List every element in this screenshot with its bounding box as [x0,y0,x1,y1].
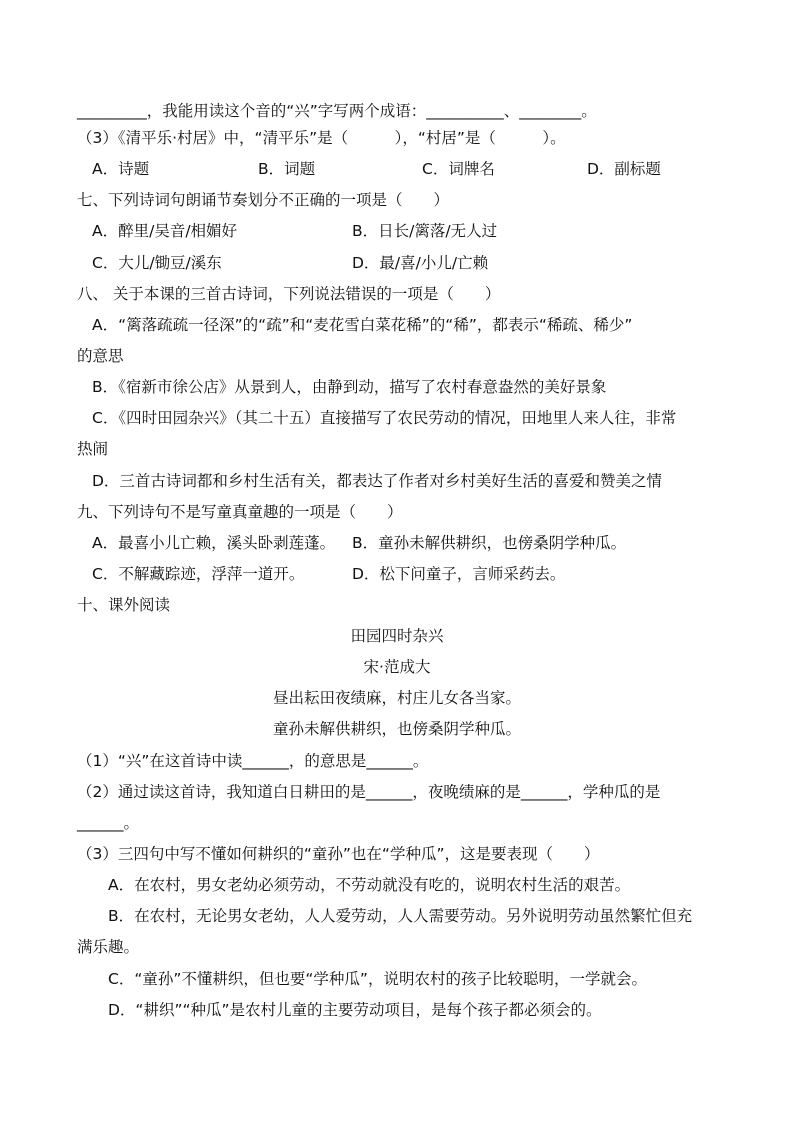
poem-title: 田园四时杂兴 [350,627,444,645]
reading-q2-cont: ______。 [77,814,140,832]
poem-line-1: 昼出耘田夜绩麻，村庄儿女各当家。 [272,689,521,707]
reading-q3-option-a: A．在农村，男女老幼必须劳动，不劳动就没有吃的，说明农村生活的艰苦。 [108,876,631,894]
q7-option-c: C．大儿/锄豆/溪东 [92,254,222,272]
q7-option-d: D．最/喜/小儿/亡赖 [352,254,489,272]
reading-q2: （2）通过读这首诗，我知道白日耕田的是______，夜晚绩麻的是______，学种瓜的是 [77,783,661,801]
q8-option-a-cont: 的意思 [77,347,124,365]
q7-question: 七、下列诗词句朗诵节奏划分不正确的一项是（ ） [77,191,450,209]
q8-option-a: A．“篱落疏疏一径深”的“疏”和“麦花雪白菜花稀”的“稀”，都表示“稀疏、稀少” [92,316,633,334]
q9-option-c: C．不解藏踪迹，浮萍一道开。 [92,565,305,583]
q3-option-c: C．词牌名 [422,160,495,178]
q9-question: 九、下列诗句不是写童真童趣的一项是（ ） [77,503,403,521]
q8-option-c-cont: 热闹 [77,440,109,458]
reading-q1: （1）“兴”在这首诗中读______，的意思是______。 [77,752,429,770]
q9-option-d: D．松下问童子，言师采药去。 [352,565,566,583]
q3-option-a: A．诗题 [92,160,150,178]
reading-q3-option-b: B．在农村，无论男女老幼，人人爱劳动，人人需要劳动。另外说明劳动虽然繁忙但充 [108,907,693,925]
q7-option-b: B．日长/篱落/无人过 [352,222,498,240]
q8-question: 八、 关于本课的三首古诗词，下列说法错误的一项是（ ） [77,285,501,303]
q8-option-c: C．《四时田园杂兴》（其二十五）直接描写了农民劳动的情况，田地里人来人往，非常 [92,409,677,427]
q10-heading: 十、课外阅读 [77,596,171,614]
poem-author: 宋·范成大 [363,658,431,676]
q8-option-b: B．《宿新市徐公店》从景到人，由静到动，描写了农村春意盎然的美好景象 [92,378,607,396]
q7-option-a: A．醉里/吴音/相媚好 [92,222,238,240]
q9-option-a: A．最喜小儿亡赖，溪头卧剥莲蓬。 [92,534,336,552]
reading-q3-option-d: D．“耕织”“种瓜”是农村儿童的主要劳动项目，是每个孩子都必须会的。 [108,1001,602,1019]
reading-q3-option-b-cont: 满乐趣。 [77,938,140,956]
q9-option-b: B．童孙未解供耕织，也傍桑阴学种瓜。 [352,534,627,552]
q3-question: （3）《清平乐·村居》中，“清平乐”是（ ），“村居”是（ ）。 [77,129,566,147]
reading-q3-option-c: C．“童孙”不懂耕织，但也要“学种瓜”，说明农村的孩子比较聪明，一学就会。 [108,970,647,988]
reading-q3: （3）三四句中写不懂如何耕织的“童孙”也在“学种瓜”，这是要表现（ ） [77,845,600,863]
q3-option-b: B．词题 [258,160,316,178]
poem-line-2: 童孙未解供耕织，也傍桑阴学种瓜。 [272,720,521,738]
q8-option-d: D．三首古诗词都和乡村生活有关，都表达了作者对乡村美好生活的喜爱和赞美之情 [92,472,662,490]
q3-option-d: D．副标题 [587,160,661,178]
q6-answer-line: _________，我能用读这个音的“兴”字写两个成语：__________、________。 [77,102,597,120]
